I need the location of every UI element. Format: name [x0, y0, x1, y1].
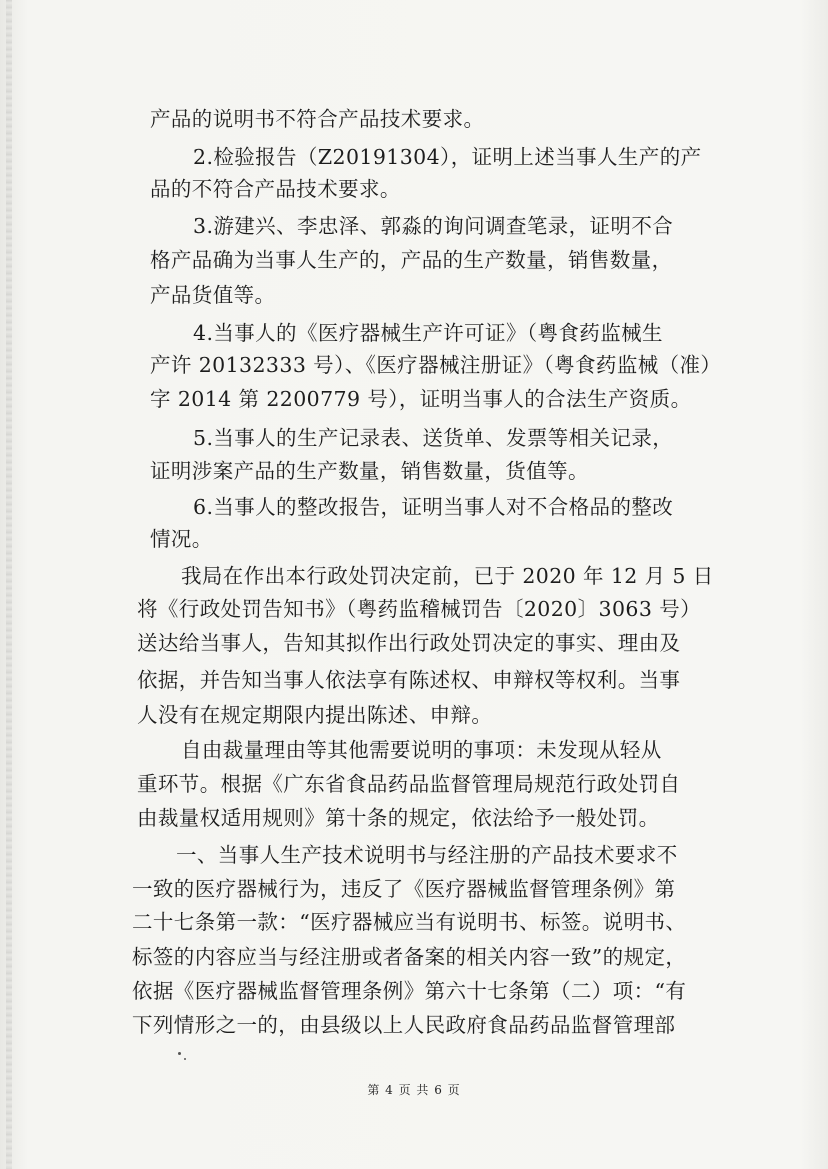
- text-line: 二十七条第一款：“医疗器械应当有说明书、标签。说明书、: [132, 910, 687, 934]
- text-line: 重环节。根据《广东省食品药品监督管理局规范行政处罚自: [137, 772, 681, 796]
- text-line: 品的不符合产品技术要求。: [150, 177, 401, 201]
- scan-edge-shadow: [6, 0, 12, 1169]
- scan-speck: [184, 1058, 186, 1060]
- scan-speck: [178, 1052, 181, 1055]
- page-number-footer: 第 4 页 共 6 页: [367, 1083, 461, 1097]
- text-line: 字 2014 第 2200779 号），证明当事人的合法生产资质。: [150, 387, 692, 411]
- text-line: 3.游建兴、李忠泽、郭淼的询问调查笔录，证明不合: [193, 214, 674, 238]
- text-line: 产许 20132333 号）、《医疗器械注册证》（粤食药监械（准）: [150, 353, 722, 377]
- text-line: 我局在作出本行政处罚决定前，已于 2020 年 12 月 5 日: [181, 564, 714, 588]
- text-line: 由裁量权适用规则》第十条的规定，依法给予一般处罚。: [137, 806, 660, 830]
- text-line: 证明涉案产品的生产数量，销售数量，货值等。: [150, 459, 589, 483]
- text-line: 2.检验报告（Z20191304），证明上述当事人生产的产: [193, 145, 702, 169]
- text-line: 产品的说明书不符合产品技术要求。: [150, 107, 485, 131]
- text-line: 产品货值等。: [150, 283, 276, 307]
- text-line: 5.当事人的生产记录表、送货单、发票等相关记录，: [193, 426, 674, 450]
- text-line: 标签的内容应当与经注册或者备案的相关内容一致”的规定，: [132, 945, 687, 969]
- text-line: 下列情形之一的，由县级以上人民政府食品药品监督管理部: [132, 1013, 676, 1037]
- text-line: 一、当事人生产技术说明书与经注册的产品技术要求不: [176, 843, 678, 867]
- text-line: 自由裁量理由等其他需要说明的事项：未发现从轻从: [181, 738, 662, 762]
- text-line: 4.当事人的《医疗器械生产许可证》（粤食药监械生: [193, 321, 663, 345]
- text-line: 依据，并告知当事人依法享有陈述权、申辩权等权利。当事: [137, 668, 681, 692]
- text-line: 格产品确为当事人生产的，产品的生产数量，销售数量，: [150, 248, 673, 272]
- text-line: 送达给当事人，告知其拟作出行政处罚决定的事实、理由及: [137, 631, 681, 655]
- text-line: 人没有在规定期限内提出陈述、申辩。: [137, 703, 493, 727]
- text-line: 依据《医疗器械监督管理条例》第六十七条第（二）项：“有: [132, 979, 687, 1003]
- text-line: 将《行政处罚告知书》（粤药监稽械罚告〔2020〕3063 号）: [137, 597, 702, 621]
- text-line: 情况。: [150, 527, 213, 551]
- text-line: 一致的医疗器械行为，违反了《医疗器械监督管理条例》第: [132, 877, 676, 901]
- text-line: 6.当事人的整改报告，证明当事人对不合格品的整改: [193, 495, 674, 519]
